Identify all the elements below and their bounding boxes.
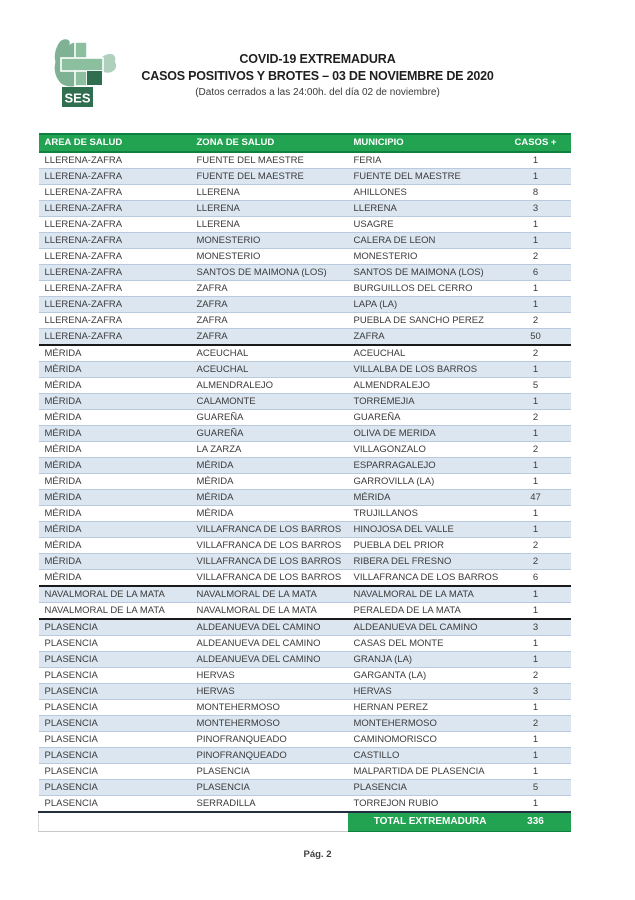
casos-cell: 1: [501, 652, 571, 668]
zona-de-salud-cell: HERVAS: [191, 668, 348, 684]
casos-cell: 1: [501, 233, 571, 249]
municipio-cell: PUEBLA DEL PRIOR: [348, 538, 501, 554]
area-de-salud-cell: LLERENA-ZAFRA: [39, 313, 191, 329]
zona-de-salud-cell: MONTEHERMOSO: [191, 700, 348, 716]
municipio-cell: ACEUCHAL: [348, 345, 501, 362]
zona-de-salud-cell: MÉRIDA: [191, 458, 348, 474]
table-row: [39, 506, 571, 522]
table-row: [39, 410, 571, 426]
municipio-cell: CASAS DEL MONTE: [348, 636, 501, 652]
casos-cell: 2: [501, 668, 571, 684]
municipio-cell: USAGRE: [348, 217, 501, 233]
area-de-salud-cell: LLERENA-ZAFRA: [39, 249, 191, 265]
casos-cell: 2: [501, 345, 571, 362]
table-row: [39, 442, 571, 458]
zona-de-salud-cell: VILLAFRANCA DE LOS BARROS: [191, 570, 348, 587]
area-de-salud-cell: PLASENCIA: [39, 684, 191, 700]
zona-de-salud-cell: VILLAFRANCA DE LOS BARROS: [191, 522, 348, 538]
table-row: [39, 152, 571, 169]
table-row: [39, 619, 571, 636]
area-de-salud-cell: PLASENCIA: [39, 732, 191, 748]
table-row: [39, 603, 571, 620]
casos-cell: 1: [501, 603, 571, 620]
municipio-cell: MALPARTIDA DE PLASENCIA: [348, 764, 501, 780]
casos-cell: 2: [501, 410, 571, 426]
zona-de-salud-cell: PLASENCIA: [191, 780, 348, 796]
area-de-salud-cell: MÉRIDA: [39, 490, 191, 506]
report-title: COVID-19 EXTREMADURA: [239, 52, 396, 66]
area-de-salud-cell: LLERENA-ZAFRA: [39, 201, 191, 217]
area-de-salud-cell: MÉRIDA: [39, 474, 191, 490]
area-de-salud-cell: PLASENCIA: [39, 748, 191, 764]
zona-de-salud-cell: GUAREÑA: [191, 426, 348, 442]
casos-cell: 2: [501, 538, 571, 554]
municipio-cell: FERIA: [348, 152, 501, 169]
casos-cell: 1: [501, 474, 571, 490]
table-row: [39, 362, 571, 378]
table-row: [39, 732, 571, 748]
table-row: [39, 169, 571, 185]
table-row: [39, 490, 571, 506]
area-de-salud-cell: PLASENCIA: [39, 652, 191, 668]
municipio-cell: OLIVA DE MERIDA: [348, 426, 501, 442]
table-row: [39, 329, 571, 346]
table-row: [39, 780, 571, 796]
area-de-salud-cell: MÉRIDA: [39, 522, 191, 538]
zona-de-salud-cell: SANTOS DE MAIMONA (LOS): [191, 265, 348, 281]
area-de-salud-cell: LLERENA-ZAFRA: [39, 281, 191, 297]
zona-de-salud-cell: PINOFRANQUEADO: [191, 732, 348, 748]
zona-de-salud-cell: LLERENA: [191, 185, 348, 201]
casos-cell: 3: [501, 684, 571, 700]
table-row: [39, 764, 571, 780]
municipio-cell: MÉRIDA: [348, 490, 501, 506]
zona-de-salud-cell: HERVAS: [191, 684, 348, 700]
casos-cell: 1: [501, 700, 571, 716]
area-de-salud-cell: PLASENCIA: [39, 700, 191, 716]
cases-table: [38, 133, 571, 832]
casos-cell: 3: [501, 619, 571, 636]
casos-cell: 47: [501, 490, 571, 506]
area-de-salud-cell: LLERENA-ZAFRA: [39, 297, 191, 313]
municipio-cell: ALDEANUEVA DEL CAMINO: [348, 619, 501, 636]
zona-de-salud-cell: ACEUCHAL: [191, 345, 348, 362]
municipio-cell: TORREMEJIA: [348, 394, 501, 410]
casos-cell: 1: [501, 764, 571, 780]
municipio-cell: HERNAN PEREZ: [348, 700, 501, 716]
table-row: [39, 249, 571, 265]
report-header: [0, 51, 635, 101]
casos-cell: 2: [501, 716, 571, 732]
casos-cell: 8: [501, 185, 571, 201]
casos-cell: 1: [501, 297, 571, 313]
zona-de-salud-cell: ZAFRA: [191, 297, 348, 313]
casos-cell: 2: [501, 313, 571, 329]
area-de-salud-cell: MÉRIDA: [39, 426, 191, 442]
area-de-salud-cell: MÉRIDA: [39, 345, 191, 362]
table-row: [39, 538, 571, 554]
casos-cell: 1: [501, 362, 571, 378]
municipio-cell: AHILLONES: [348, 185, 501, 201]
municipio-cell: HERVAS: [348, 684, 501, 700]
zona-de-salud-cell: ALDEANUEVA DEL CAMINO: [191, 636, 348, 652]
casos-cell: 1: [501, 281, 571, 297]
municipio-cell: ALMENDRALEJO: [348, 378, 501, 394]
table-row: [39, 217, 571, 233]
casos-cell: 1: [501, 506, 571, 522]
zona-de-salud-cell: LA ZARZA: [191, 442, 348, 458]
zona-de-salud-cell: ZAFRA: [191, 329, 348, 346]
zona-de-salud-cell: ALDEANUEVA DEL CAMINO: [191, 619, 348, 636]
municipio-cell: VILLAFRANCA DE LOS BARROS: [348, 570, 501, 587]
casos-cell: 1: [501, 169, 571, 185]
municipio-cell: PUEBLA DE SANCHO PEREZ: [348, 313, 501, 329]
col-header-zona-de-salud: ZONA DE SALUD: [191, 134, 348, 152]
casos-cell: 1: [501, 732, 571, 748]
municipio-cell: PERALEDA DE LA MATA: [348, 603, 501, 620]
table-row: [39, 378, 571, 394]
casos-cell: 1: [501, 394, 571, 410]
table-row: [39, 313, 571, 329]
table-row: [39, 636, 571, 652]
area-de-salud-cell: LLERENA-ZAFRA: [39, 233, 191, 249]
casos-cell: 5: [501, 780, 571, 796]
area-de-salud-cell: LLERENA-ZAFRA: [39, 265, 191, 281]
area-de-salud-cell: PLASENCIA: [39, 619, 191, 636]
casos-cell: 1: [501, 636, 571, 652]
table-row: [39, 345, 571, 362]
table-row: [39, 201, 571, 217]
municipio-cell: GARROVILLA (LA): [348, 474, 501, 490]
table-row: [39, 281, 571, 297]
municipio-cell: CALERA DE LEON: [348, 233, 501, 249]
zona-de-salud-cell: NAVALMORAL DE LA MATA: [191, 586, 348, 603]
zona-de-salud-cell: GUAREÑA: [191, 410, 348, 426]
municipio-cell: MONESTERIO: [348, 249, 501, 265]
table-row: [39, 570, 571, 587]
zona-de-salud-cell: FUENTE DEL MAESTRE: [191, 169, 348, 185]
table-row: [39, 586, 571, 603]
casos-cell: 1: [501, 748, 571, 764]
casos-cell: 2: [501, 442, 571, 458]
table-row: [39, 458, 571, 474]
table-row: [39, 265, 571, 281]
table-row: [39, 426, 571, 442]
zona-de-salud-cell: VILLAFRANCA DE LOS BARROS: [191, 538, 348, 554]
table-header-row: [39, 134, 571, 152]
zona-de-salud-cell: LLERENA: [191, 217, 348, 233]
casos-cell: 2: [501, 554, 571, 570]
col-header-casos: CASOS +: [501, 134, 571, 152]
casos-cell: 5: [501, 378, 571, 394]
municipio-cell: LLERENA: [348, 201, 501, 217]
table-row: [39, 522, 571, 538]
area-de-salud-cell: LLERENA-ZAFRA: [39, 152, 191, 169]
area-de-salud-cell: LLERENA-ZAFRA: [39, 169, 191, 185]
area-de-salud-cell: PLASENCIA: [39, 636, 191, 652]
municipio-cell: ZAFRA: [348, 329, 501, 346]
casos-cell: 1: [501, 458, 571, 474]
area-de-salud-cell: MÉRIDA: [39, 538, 191, 554]
municipio-cell: VILLAGONZALO: [348, 442, 501, 458]
zona-de-salud-cell: ACEUCHAL: [191, 362, 348, 378]
zona-de-salud-cell: MÉRIDA: [191, 490, 348, 506]
area-de-salud-cell: NAVALMORAL DE LA MATA: [39, 603, 191, 620]
area-de-salud-cell: PLASENCIA: [39, 716, 191, 732]
page-number: Pág. 2: [303, 849, 332, 860]
report-subtitle-date: CASOS POSITIVOS Y BROTES – 03 DE NOVIEMBRE DE 2020: [141, 69, 494, 83]
report-data-note: (Datos cerrados a las 24:00h. del día 02 de noviembre): [195, 87, 440, 98]
zona-de-salud-cell: ALMENDRALEJO: [191, 378, 348, 394]
area-de-salud-cell: LLERENA-ZAFRA: [39, 329, 191, 346]
area-de-salud-cell: MÉRIDA: [39, 442, 191, 458]
municipio-cell: SANTOS DE MAIMONA (LOS): [348, 265, 501, 281]
zona-de-salud-cell: SERRADILLA: [191, 796, 348, 813]
zona-de-salud-cell: NAVALMORAL DE LA MATA: [191, 603, 348, 620]
municipio-cell: LAPA (LA): [348, 297, 501, 313]
table-row: [39, 748, 571, 764]
zona-de-salud-cell: ZAFRA: [191, 313, 348, 329]
area-de-salud-cell: MÉRIDA: [39, 570, 191, 587]
zona-de-salud-cell: MÉRIDA: [191, 506, 348, 522]
municipio-cell: FUENTE DEL MAESTRE: [348, 169, 501, 185]
area-de-salud-cell: MÉRIDA: [39, 554, 191, 570]
municipio-cell: ESPARRAGALEJO: [348, 458, 501, 474]
table-row: [39, 233, 571, 249]
total-spacer-cell: [39, 812, 348, 832]
casos-cell: 2: [501, 249, 571, 265]
zona-de-salud-cell: MONTEHERMOSO: [191, 716, 348, 732]
zona-de-salud-cell: MONESTERIO: [191, 249, 348, 265]
area-de-salud-cell: LLERENA-ZAFRA: [39, 185, 191, 201]
zona-de-salud-cell: VILLAFRANCA DE LOS BARROS: [191, 554, 348, 570]
municipio-cell: VILLALBA DE LOS BARROS: [348, 362, 501, 378]
municipio-cell: TORREJON RUBIO: [348, 796, 501, 813]
casos-cell: 3: [501, 201, 571, 217]
casos-cell: 1: [501, 217, 571, 233]
table-row: [39, 652, 571, 668]
area-de-salud-cell: NAVALMORAL DE LA MATA: [39, 586, 191, 603]
municipio-cell: CAMINOMORISCO: [348, 732, 501, 748]
casos-cell: 6: [501, 265, 571, 281]
municipio-cell: RIBERA DEL FRESNO: [348, 554, 501, 570]
table-body: [39, 152, 571, 812]
casos-cell: 6: [501, 570, 571, 587]
area-de-salud-cell: MÉRIDA: [39, 378, 191, 394]
table-row: [39, 297, 571, 313]
col-header-area-de-salud: AREA DE SALUD: [39, 134, 191, 152]
area-de-salud-cell: PLASENCIA: [39, 780, 191, 796]
area-de-salud-cell: MÉRIDA: [39, 458, 191, 474]
municipio-cell: TRUJILLANOS: [348, 506, 501, 522]
casos-cell: 1: [501, 796, 571, 813]
ses-logo-text: SES: [64, 90, 91, 106]
municipio-cell: GARGANTA (LA): [348, 668, 501, 684]
zona-de-salud-cell: ALDEANUEVA DEL CAMINO: [191, 652, 348, 668]
area-de-salud-cell: PLASENCIA: [39, 764, 191, 780]
municipio-cell: MONTEHERMOSO: [348, 716, 501, 732]
area-de-salud-cell: PLASENCIA: [39, 796, 191, 813]
municipio-cell: HINOJOSA DEL VALLE: [348, 522, 501, 538]
table-row: [39, 700, 571, 716]
total-extremadura-value: 336: [501, 812, 571, 832]
total-extremadura-label: TOTAL EXTREMADURA: [348, 812, 501, 832]
area-de-salud-cell: LLERENA-ZAFRA: [39, 217, 191, 233]
zona-de-salud-cell: CALAMONTE: [191, 394, 348, 410]
total-row: [39, 812, 571, 832]
table-row: [39, 554, 571, 570]
zona-de-salud-cell: MÉRIDA: [191, 474, 348, 490]
casos-cell: 1: [501, 152, 571, 169]
table-row: [39, 684, 571, 700]
zona-de-salud-cell: MONESTERIO: [191, 233, 348, 249]
table-row: [39, 474, 571, 490]
table-row: [39, 668, 571, 684]
table-row: [39, 716, 571, 732]
zona-de-salud-cell: ZAFRA: [191, 281, 348, 297]
zona-de-salud-cell: FUENTE DEL MAESTRE: [191, 152, 348, 169]
municipio-cell: GRANJA (LA): [348, 652, 501, 668]
table-row: [39, 394, 571, 410]
casos-cell: 1: [501, 426, 571, 442]
municipio-cell: PLASENCIA: [348, 780, 501, 796]
zona-de-salud-cell: PINOFRANQUEADO: [191, 748, 348, 764]
casos-cell: 1: [501, 586, 571, 603]
zona-de-salud-cell: LLERENA: [191, 201, 348, 217]
zona-de-salud-cell: PLASENCIA: [191, 764, 348, 780]
area-de-salud-cell: MÈRIDA: [39, 362, 191, 378]
area-de-salud-cell: MÉRIDA: [39, 506, 191, 522]
area-de-salud-cell: MÉRIDA: [39, 394, 191, 410]
municipio-cell: BURGUILLOS DEL CERRO: [348, 281, 501, 297]
casos-cell: 1: [501, 522, 571, 538]
table-row: [39, 185, 571, 201]
area-de-salud-cell: PLASENCIA: [39, 668, 191, 684]
municipio-cell: GUAREÑA: [348, 410, 501, 426]
col-header-municipio: MUNICIPIO: [348, 134, 501, 152]
table-row: [39, 796, 571, 813]
municipio-cell: NAVALMORAL DE LA MATA: [348, 586, 501, 603]
casos-cell: 50: [501, 329, 571, 346]
area-de-salud-cell: MÉRIDA: [39, 410, 191, 426]
municipio-cell: CASTILLO: [348, 748, 501, 764]
